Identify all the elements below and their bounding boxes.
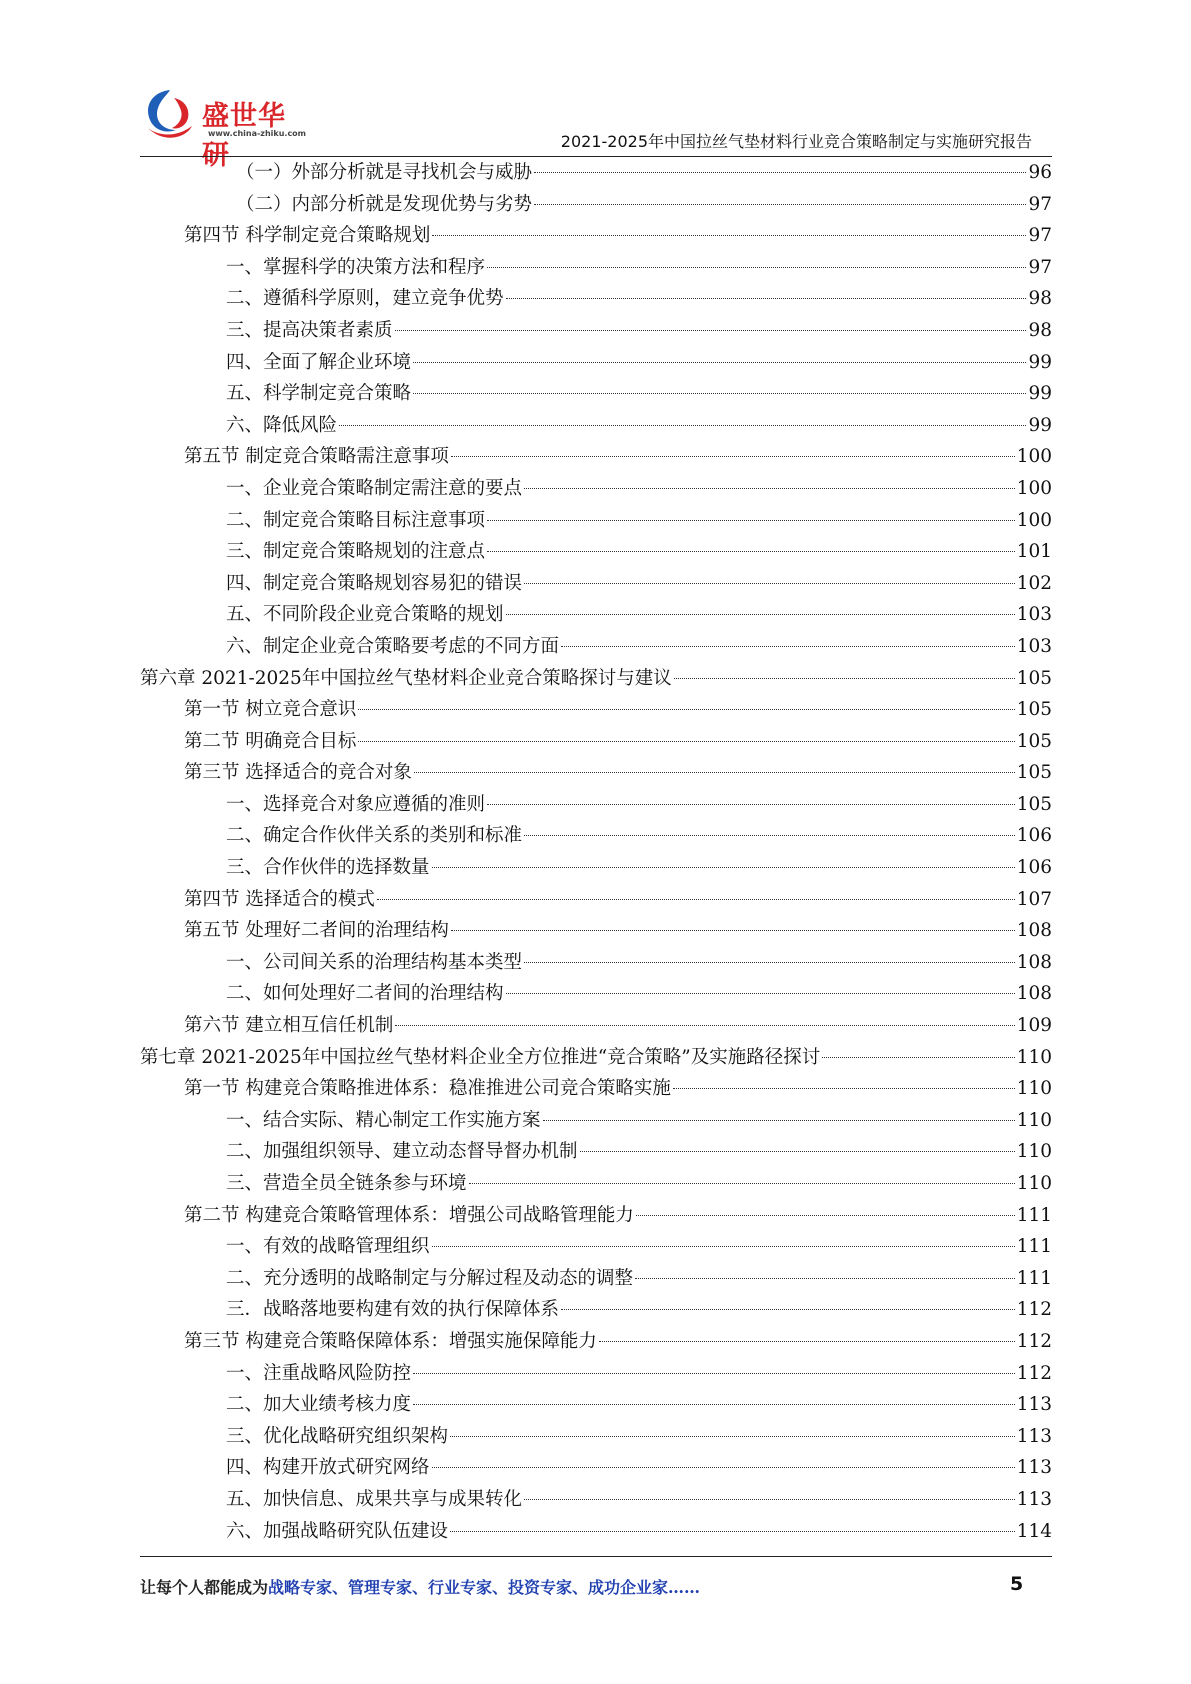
logo-name: 盛世华研 xyxy=(202,101,286,171)
toc-entry[interactable] xyxy=(140,569,1052,601)
toc-leader-dots xyxy=(487,804,1015,805)
toc-entry[interactable] xyxy=(140,253,1052,285)
toc-entry-page: 100 xyxy=(1016,446,1052,468)
toc-entry-title: 一、公司间关系的治理结构基本类型 xyxy=(226,951,523,973)
toc-entry-page: 109 xyxy=(1016,1015,1052,1037)
toc-entry-title: 一、结合实际、精心制定工作实施方案 xyxy=(226,1109,541,1131)
toc-entry-title: 二、加强组织领导、建立动态督导督办机制 xyxy=(226,1141,578,1163)
toc-leader-dots xyxy=(506,993,1015,994)
toc-entry[interactable] xyxy=(140,221,1052,253)
toc-entry-title: 二、加大业绩考核力度 xyxy=(226,1394,412,1416)
toc-entry-title: 第四节 选择适合的模式 xyxy=(184,888,375,910)
toc-entry[interactable] xyxy=(140,1390,1052,1422)
toc-entry-title: 二、如何处理好二者间的治理结构 xyxy=(226,983,504,1005)
toc-entry-page: 102 xyxy=(1016,572,1052,594)
toc-entry-page: 106 xyxy=(1016,825,1052,847)
toc-entry[interactable] xyxy=(140,158,1052,190)
toc-entry-title: 第六节 建立相互信任机制 xyxy=(184,1015,394,1037)
toc-leader-dots xyxy=(524,962,1015,963)
toc-leader-dots xyxy=(822,1057,1014,1058)
toc-leader-dots xyxy=(432,1467,1015,1468)
toc-entry[interactable] xyxy=(140,1106,1052,1138)
toc-entry[interactable] xyxy=(140,379,1052,411)
toc-entry[interactable] xyxy=(140,1264,1052,1296)
toc-leader-dots xyxy=(561,1309,1015,1310)
toc-entry-title: 四、构建开放式研究网络 xyxy=(226,1457,430,1479)
toc-entry[interactable] xyxy=(140,1517,1052,1549)
toc-entry-page: 110 xyxy=(1016,1141,1052,1163)
toc-entry[interactable] xyxy=(140,821,1052,853)
toc-leader-dots xyxy=(524,583,1015,584)
toc-leader-dots xyxy=(524,1499,1015,1500)
toc-entry-title: 三．战略落地要构建有效的执行保障体系 xyxy=(226,1299,560,1321)
toc-entry[interactable] xyxy=(140,506,1052,538)
toc-entry-page: 97 xyxy=(1028,225,1052,247)
toc-entry-title: 一、企业竞合策略制定需注意的要点 xyxy=(226,477,523,499)
toc-entry-title: 四、全面了解企业环境 xyxy=(226,351,412,373)
toc-leader-dots xyxy=(674,678,1015,679)
toc-leader-dots xyxy=(534,172,1026,173)
toc-leader-dots xyxy=(524,835,1015,836)
toc-entry-page: 112 xyxy=(1016,1330,1052,1352)
toc-entry-page: 99 xyxy=(1028,414,1052,436)
toc-entry[interactable] xyxy=(140,474,1052,506)
toc-entry-page: 98 xyxy=(1028,319,1052,341)
toc-entry-page: 105 xyxy=(1016,762,1052,784)
toc-leader-dots xyxy=(469,1183,1015,1184)
toc-leader-dots xyxy=(524,488,1015,489)
toc-leader-dots xyxy=(413,393,1026,394)
toc-leader-dots xyxy=(636,1215,1015,1216)
report-title: 2021-2025年中国拉丝气垫材料行业竞合策略制定与实施研究报告 xyxy=(560,132,1032,151)
toc-entry[interactable] xyxy=(140,727,1052,759)
toc-leader-dots xyxy=(450,1531,1015,1532)
toc-entry-title: 五、科学制定竞合策略 xyxy=(226,383,412,405)
toc-leader-dots xyxy=(487,520,1015,521)
toc-entry-page: 111 xyxy=(1016,1236,1052,1258)
toc-entry-title: 第一节 树立竞合意识 xyxy=(184,699,357,721)
toc-entry[interactable] xyxy=(140,600,1052,632)
toc-entry-title: 第二节 明确竞合目标 xyxy=(184,730,357,752)
toc-entry-title: 二、确定合作伙伴关系的类别和标准 xyxy=(226,825,523,847)
toc-entry-page: 100 xyxy=(1016,477,1052,499)
toc-entry-title: 三、制定竞合策略规划的注意点 xyxy=(226,541,486,563)
table-of-contents xyxy=(140,158,1052,1548)
toc-entry-page: 96 xyxy=(1028,162,1052,183)
toc-entry-page: 110 xyxy=(1016,1046,1052,1068)
toc-entry-title: 第二节 构建竞合策略管理体系：增强公司战略管理能力 xyxy=(184,1204,634,1226)
page-header xyxy=(140,80,1052,171)
toc-entry[interactable] xyxy=(140,1043,1052,1075)
toc-entry[interactable] xyxy=(140,632,1052,664)
toc-leader-dots xyxy=(543,1120,1015,1121)
toc-entry-title: 三、合作伙伴的选择数量 xyxy=(226,857,430,879)
toc-entry[interactable] xyxy=(140,348,1052,380)
toc-leader-dots xyxy=(487,267,1026,268)
toc-entry-page: 105 xyxy=(1016,793,1052,815)
toc-entry-title: （一）外部分析就是寻找机会与威胁 xyxy=(236,162,533,183)
toc-entry-page: 100 xyxy=(1016,509,1052,531)
toc-entry-page: 108 xyxy=(1016,983,1052,1005)
header-divider xyxy=(140,156,1052,157)
toc-entry-page: 97 xyxy=(1028,193,1052,215)
toc-entry[interactable] xyxy=(140,948,1052,980)
toc-entry-page: 113 xyxy=(1016,1394,1052,1416)
toc-entry-title: 二、充分透明的战略制定与分解过程及动态的调整 xyxy=(226,1267,634,1289)
toc-entry-title: 二、遵循科学原则，建立竞争优势 xyxy=(226,288,504,310)
toc-leader-dots xyxy=(599,1341,1015,1342)
toc-leader-dots xyxy=(506,298,1027,299)
toc-leader-dots xyxy=(534,204,1026,205)
toc-entry-title: 五、加快信息、成果共享与成果转化 xyxy=(226,1488,523,1510)
toc-leader-dots xyxy=(413,1373,1015,1374)
toc-entry[interactable] xyxy=(140,1232,1052,1264)
footer-divider xyxy=(140,1556,1052,1557)
toc-entry-page: 113 xyxy=(1016,1425,1052,1447)
toc-leader-dots xyxy=(358,741,1014,742)
toc-leader-dots xyxy=(413,362,1026,363)
logo-emblem-icon xyxy=(140,84,200,144)
toc-entry[interactable] xyxy=(140,790,1052,822)
toc-entry-page: 110 xyxy=(1016,1109,1052,1131)
toc-entry-page: 107 xyxy=(1016,888,1052,910)
toc-entry[interactable] xyxy=(140,758,1052,790)
toc-leader-dots xyxy=(432,235,1026,236)
toc-leader-dots xyxy=(395,330,1027,331)
toc-entry-title: 三、提高决策者素质 xyxy=(226,319,393,341)
toc-leader-dots xyxy=(635,1278,1015,1279)
toc-leader-dots xyxy=(673,1088,1015,1089)
toc-entry[interactable] xyxy=(140,1137,1052,1169)
toc-entry-title: 二、制定竞合策略目标注意事项 xyxy=(226,509,486,531)
toc-leader-dots xyxy=(450,1436,1015,1437)
toc-entry-page: 99 xyxy=(1028,383,1052,405)
footer-slogan xyxy=(140,1575,700,1598)
toc-entry[interactable] xyxy=(140,695,1052,727)
toc-entry-page: 98 xyxy=(1028,288,1052,310)
toc-entry-page: 113 xyxy=(1016,1457,1052,1479)
toc-entry-title: 四、制定竞合策略规划容易犯的错误 xyxy=(226,572,523,594)
toc-entry[interactable] xyxy=(140,853,1052,885)
toc-entry-page: 101 xyxy=(1016,541,1052,563)
toc-entry[interactable] xyxy=(140,190,1052,222)
toc-entry-title: 六、降低风险 xyxy=(226,414,338,436)
toc-entry[interactable] xyxy=(140,316,1052,348)
toc-entry-title: 第四节 科学制定竞合策略规划 xyxy=(184,225,431,247)
toc-entry-page: 97 xyxy=(1028,256,1052,278)
toc-entry-title: 六、制定企业竞合策略要考虑的不同方面 xyxy=(226,635,560,657)
toc-entry[interactable] xyxy=(140,1359,1052,1391)
toc-entry-page: 103 xyxy=(1016,635,1052,657)
toc-entry-page: 103 xyxy=(1016,604,1052,626)
toc-entry-page: 108 xyxy=(1016,951,1052,973)
toc-leader-dots xyxy=(451,456,1015,457)
toc-entry-page: 114 xyxy=(1016,1520,1052,1542)
toc-leader-dots xyxy=(377,899,1015,900)
toc-entry-page: 108 xyxy=(1016,920,1052,942)
toc-entry-title: 第七章 2021-2025年中国拉丝气垫材料企业全方位推进“竞合策略”及实施路径探讨 xyxy=(140,1046,821,1068)
toc-entry-title: 一、选择竞合对象应遵循的准则 xyxy=(226,793,486,815)
toc-leader-dots xyxy=(561,646,1015,647)
toc-entry-page: 110 xyxy=(1016,1173,1052,1194)
toc-entry[interactable] xyxy=(140,1074,1052,1106)
toc-leader-dots xyxy=(432,867,1015,868)
toc-entry-title: 三、营造全员全链条参与环境 xyxy=(226,1173,467,1194)
toc-leader-dots xyxy=(432,1246,1015,1247)
toc-entry-page: 99 xyxy=(1028,351,1052,373)
toc-leader-dots xyxy=(487,551,1015,552)
footer-prefix: 让每个人都能成为 xyxy=(140,1578,269,1597)
toc-leader-dots xyxy=(451,930,1015,931)
toc-entry[interactable] xyxy=(140,1201,1052,1233)
toc-entry[interactable] xyxy=(140,664,1052,696)
toc-entry-page: 105 xyxy=(1016,667,1052,689)
toc-entry[interactable] xyxy=(140,916,1052,948)
toc-entry-title: 第五节 制定竞合策略需注意事项 xyxy=(184,446,449,468)
toc-leader-dots xyxy=(413,1404,1015,1405)
toc-entry-title: 五、不同阶段企业竞合策略的规划 xyxy=(226,604,504,626)
toc-entry-title: 第一节 构建竞合策略推进体系：稳准推进公司竞合策略实施 xyxy=(184,1078,671,1100)
toc-entry-title: 第三节 构建竞合策略保障体系：增强实施保障能力 xyxy=(184,1330,597,1352)
toc-entry-page: 105 xyxy=(1016,699,1052,721)
toc-entry-page: 110 xyxy=(1016,1078,1052,1100)
toc-entry[interactable] xyxy=(140,284,1052,316)
toc-entry-title: （二）内部分析就是发现优势与劣势 xyxy=(236,193,533,215)
toc-entry-title: 第五节 处理好二者间的治理结构 xyxy=(184,920,449,942)
toc-entry[interactable] xyxy=(140,1327,1052,1359)
footer-highlight: 战略专家、管理专家、行业专家、投资专家、成功企业家…… xyxy=(268,1578,701,1597)
toc-leader-dots xyxy=(358,709,1014,710)
toc-entry[interactable] xyxy=(140,537,1052,569)
toc-entry-page: 111 xyxy=(1016,1267,1052,1289)
toc-entry[interactable] xyxy=(140,885,1052,917)
toc-entry[interactable] xyxy=(140,1485,1052,1517)
toc-entry-title: 第六章 2021-2025年中国拉丝气垫材料企业竞合策略探讨与建议 xyxy=(140,667,672,689)
company-logo xyxy=(140,80,310,171)
toc-entry-title: 第三节 选择适合的竞合对象 xyxy=(184,762,412,784)
toc-entry[interactable] xyxy=(140,979,1052,1011)
toc-entry[interactable] xyxy=(140,411,1052,443)
toc-entry-page: 105 xyxy=(1016,730,1052,752)
toc-entry-page: 111 xyxy=(1016,1204,1052,1226)
toc-entry[interactable] xyxy=(140,1169,1052,1201)
toc-entry-page: 113 xyxy=(1016,1488,1052,1510)
toc-leader-dots xyxy=(580,1151,1015,1152)
toc-entry[interactable] xyxy=(140,1011,1052,1043)
toc-leader-dots xyxy=(414,772,1015,773)
toc-entry-title: 一、注重战略风险防控 xyxy=(226,1362,412,1384)
logo-url: www.china-zhiku.com xyxy=(208,129,307,138)
toc-entry-page: 112 xyxy=(1016,1362,1052,1384)
toc-entry[interactable] xyxy=(140,442,1052,474)
toc-entry[interactable] xyxy=(140,1453,1052,1485)
toc-entry-page: 112 xyxy=(1016,1299,1052,1321)
toc-entry-title: 一、有效的战略管理组织 xyxy=(226,1236,430,1258)
toc-entry[interactable] xyxy=(140,1295,1052,1327)
toc-entry[interactable] xyxy=(140,1422,1052,1454)
toc-entry-page: 106 xyxy=(1016,857,1052,879)
toc-entry-title: 六、加强战略研究队伍建设 xyxy=(226,1520,449,1542)
toc-entry-title: 三、优化战略研究组织架构 xyxy=(226,1425,449,1447)
toc-leader-dots xyxy=(395,1025,1014,1026)
toc-leader-dots xyxy=(339,425,1026,426)
toc-leader-dots xyxy=(506,614,1015,615)
page-number: 5 xyxy=(1010,1573,1024,1595)
toc-entry-title: 一、掌握科学的决策方法和程序 xyxy=(226,256,486,278)
